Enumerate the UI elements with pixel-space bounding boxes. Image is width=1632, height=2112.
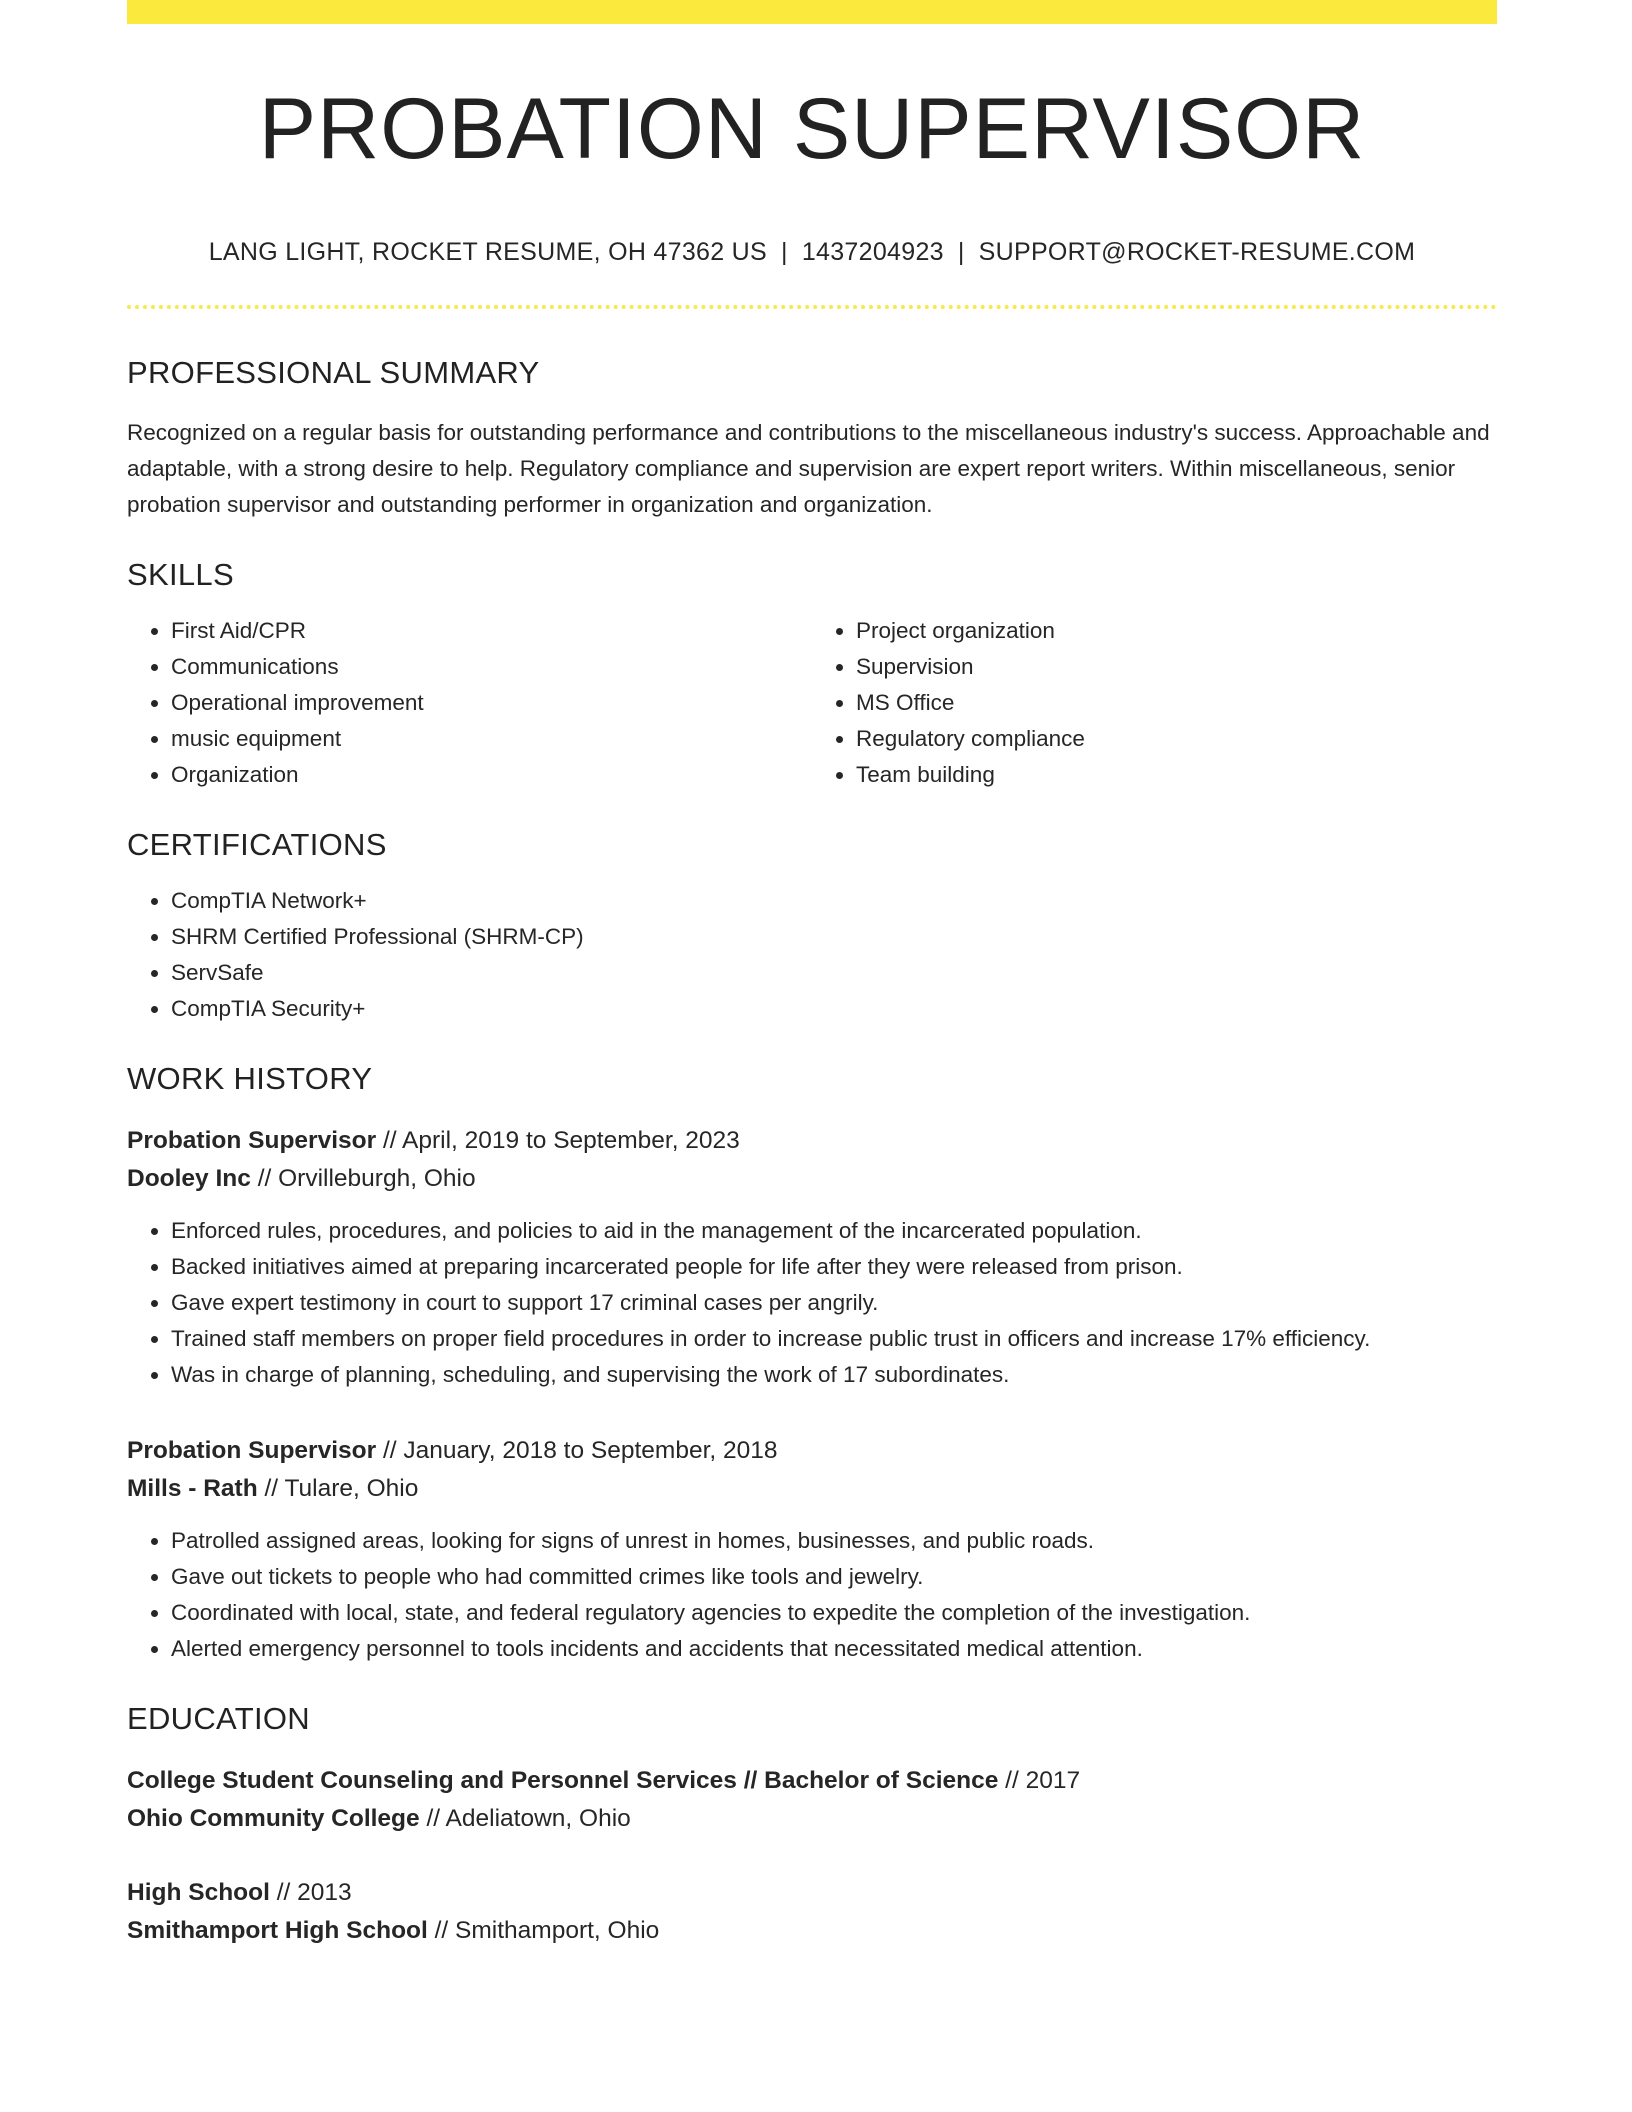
- certifications-list: [127, 883, 1497, 1027]
- job-bullet: • Was in charge of planning, scheduling, and supervising the work of 17 subordinates.: [171, 1357, 1497, 1393]
- contact-email: SUPPORT@ROCKET-RESUME.COM: [978, 238, 1416, 266]
- education-school-line: [127, 1911, 1497, 1951]
- accent-bar: [127, 0, 1497, 24]
- education-year: // 2013: [276, 1879, 352, 1906]
- education-degree: High School: [127, 1879, 270, 1906]
- job-bullet: • Enforced rules, procedures, and policies to aid in the management of the incarcerated population.: [171, 1213, 1497, 1249]
- education-entry: [127, 1875, 1497, 1951]
- education-entry: [127, 1763, 1497, 1839]
- resume-page: [127, 0, 1497, 1951]
- summary-heading: PROFESSIONAL SUMMARY: [127, 355, 540, 390]
- skills-heading: SKILLS: [127, 557, 234, 592]
- certifications-heading: CERTIFICATIONS: [127, 827, 387, 862]
- job-role: Probation Supervisor: [127, 1437, 377, 1464]
- job-entry: [127, 1433, 1497, 1667]
- certification-item: • CompTIA Network+: [171, 883, 1497, 919]
- job-location: // Orvilleburgh, Ohio: [257, 1165, 476, 1192]
- dotted-divider: [127, 305, 1497, 309]
- education-location: // Smithamport, Ohio: [434, 1917, 660, 1944]
- job-bullets: [127, 1213, 1497, 1393]
- education-heading: EDUCATION: [127, 1701, 310, 1736]
- job-company-line: [127, 1469, 1497, 1509]
- job-bullet: • Coordinated with local, state, and federal regulatory agencies to expedite the completion of the investigation.: [171, 1595, 1497, 1631]
- job-title-line: [127, 1123, 1497, 1159]
- resume-name: PROBATION SUPERVISOR: [258, 81, 1366, 177]
- skill-item: • Project organization: [856, 613, 1497, 649]
- job-bullets: [127, 1523, 1497, 1667]
- job-title-line: [127, 1433, 1497, 1469]
- education-school-line: [127, 1799, 1497, 1839]
- education-location: // Adeliatown, Ohio: [426, 1805, 631, 1832]
- skill-item: • Communications: [171, 649, 812, 685]
- skills-left-list: [127, 613, 812, 793]
- job-bullet: • Alerted emergency personnel to tools incidents and accidents that necessitated medical attention.: [171, 1631, 1497, 1667]
- job-dates: // April, 2019 to September, 2023: [382, 1127, 740, 1154]
- skills-right-list: [812, 613, 1497, 793]
- certification-item: • ServSafe: [171, 955, 1497, 991]
- skill-item: • Organization: [171, 757, 812, 793]
- job-bullet: • Backed initiatives aimed at preparing incarcerated people for life after they were released from prison.: [171, 1249, 1497, 1285]
- contact-phone: 1437204923: [801, 238, 944, 266]
- skill-item: • Team building: [856, 757, 1497, 793]
- job-bullet: • Patrolled assigned areas, looking for signs of unrest in homes, businesses, and public roads.: [171, 1523, 1497, 1559]
- contact-line: [127, 238, 1497, 267]
- job-bullet: • Gave expert testimony in court to support 17 criminal cases per angrily.: [171, 1285, 1497, 1321]
- contact-separator: |: [781, 238, 788, 266]
- job-location: // Tulare, Ohio: [264, 1475, 419, 1502]
- education-degree-line: [127, 1875, 1497, 1911]
- skill-item: • First Aid/CPR: [171, 613, 812, 649]
- education-school: Ohio Community College: [127, 1805, 420, 1832]
- job-bullet: • Gave out tickets to people who had committed crimes like tools and jewelry.: [171, 1559, 1497, 1595]
- skills-grid: [127, 593, 1497, 793]
- summary-text: Recognized on a regular basis for outstanding performance and contributions to the miscellaneous industry's success. Approachable and adaptable, with a strong desire to help. Regulatory compliance and supervision are expert report writers. Within miscellaneous, senior probation supervisor and outstanding performer in organization and organization.: [127, 420, 1490, 517]
- job-company-line: [127, 1159, 1497, 1199]
- education-year: // 2017: [1005, 1767, 1081, 1794]
- skill-item: • Operational improvement: [171, 685, 812, 721]
- job-company: Mills - Rath: [127, 1475, 258, 1502]
- contact-separator: |: [957, 238, 965, 266]
- work-history-heading: WORK HISTORY: [127, 1061, 373, 1096]
- certification-item: • SHRM Certified Professional (SHRM-CP): [171, 919, 1497, 955]
- job-entry: [127, 1123, 1497, 1393]
- skill-item: • Regulatory compliance: [856, 721, 1497, 757]
- skill-item: • Supervision: [856, 649, 1497, 685]
- education-school: Smithamport High School: [127, 1917, 428, 1944]
- job-role: Probation Supervisor: [127, 1127, 377, 1154]
- skill-item: • MS Office: [856, 685, 1497, 721]
- education-degree: College Student Counseling and Personnel Services // Bachelor of Science: [127, 1767, 999, 1794]
- contact-address: LANG LIGHT, ROCKET RESUME, OH 47362 US: [208, 238, 768, 266]
- job-company: Dooley Inc: [127, 1165, 251, 1192]
- certification-item: • CompTIA Security+: [171, 991, 1497, 1027]
- education-degree-line: [127, 1763, 1497, 1799]
- job-dates: // January, 2018 to September, 2018: [382, 1437, 778, 1464]
- skill-item: • music equipment: [171, 721, 812, 757]
- job-bullet: • Trained staff members on proper field procedures in order to increase public trust in officers and increase 17% efficiency.: [171, 1321, 1497, 1357]
